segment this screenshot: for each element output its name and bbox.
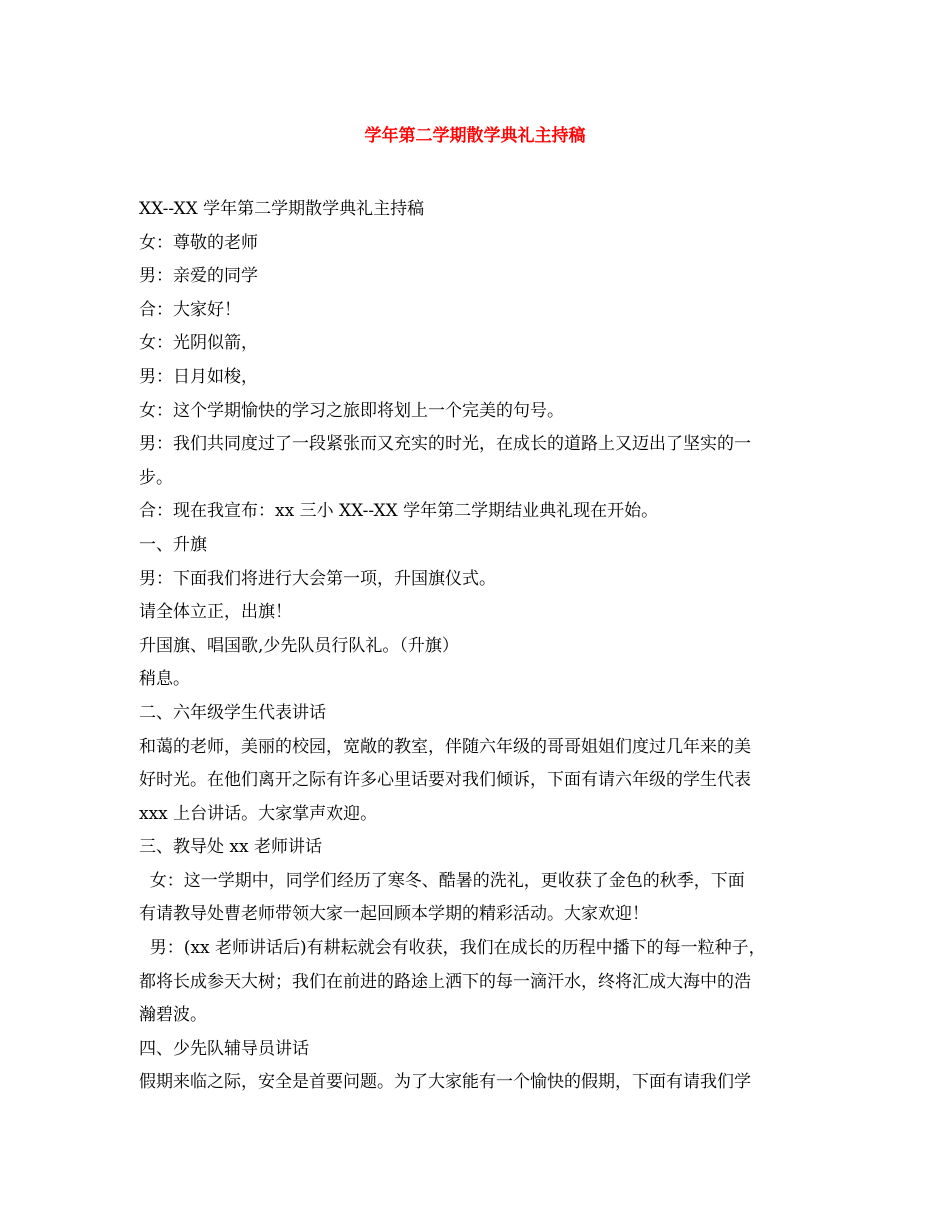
section-heading: 四、少先队辅导员讲话 [139,1038,309,1059]
body-line: 有请教导处曹老师带领大家一起回顾本学期的精彩活动。大家欢迎！ [139,904,649,925]
body-line: 升国旗、唱国歌,少先队员行队礼。（升旗） [139,635,459,656]
body-line: 合：现在我宣布：xx 三小 XX--XX 学年第二学期结业典礼现在开始。 [139,501,659,522]
body-line: 男：我们共同度过了一段紧张而又充实的时光，在成长的道路上又迈出了坚实的一 [139,434,751,455]
section-heading: 二、六年级学生代表讲话 [139,702,326,723]
document-title: 学年第二学期散学典礼主持稿 [364,126,586,146]
body-line: 好时光。在他们离开之际有许多心里话要对我们倾诉，下面有请六年级的学生代表 [139,770,751,791]
body-line: 都将长成参天大树；我们在前进的路途上洒下的每一滴汗水，终将汇成大海中的浩 [139,971,751,992]
body-line: 男：亲爱的同学 [139,266,258,287]
body-line: 和蔼的老师，美丽的校园，宽敞的教室，伴随六年级的哥哥姐姐们度过几年来的美 [139,736,751,757]
body-line: 男：日月如梭， [139,366,258,387]
body-line: 女：这一学期中，同学们经历了寒冬、酷暑的洗礼，更收获了金色的秋季，下面 [139,870,745,891]
body-line: 假期来临之际，安全是首要问题。为了大家能有一个愉快的假期，下面有请我们学 [139,1072,751,1093]
body-line: 请全体立正，出旗！ [139,602,292,623]
body-line: 稍息。 [139,669,190,690]
body-line: 女：光阴似箭， [139,333,258,354]
body-line: 女：这个学期愉快的学习之旅即将划上一个完美的句号。 [139,400,564,421]
body-line: 步。 [139,467,173,488]
document-body [139,193,819,1100]
section-heading: 三、教导处 xx 老师讲话 [139,837,322,858]
body-line: 男：(xx 老师讲话后)有耕耘就会有收获，我们在成长的历程中播下的每一粒种子， [139,938,766,959]
body-line: xxx 上台讲话。大家掌声欢迎。 [139,803,378,824]
body-line: 男：下面我们将进行大会第一项，升国旗仪式。 [139,568,496,589]
body-line: XX--XX 学年第二学期散学典礼主持稿 [139,199,425,219]
section-heading: 一、升旗 [139,534,207,555]
body-line: 瀚碧波。 [139,1005,207,1026]
body-line: 女：尊敬的老师 [139,232,258,253]
body-line: 合：大家好！ [139,299,241,320]
